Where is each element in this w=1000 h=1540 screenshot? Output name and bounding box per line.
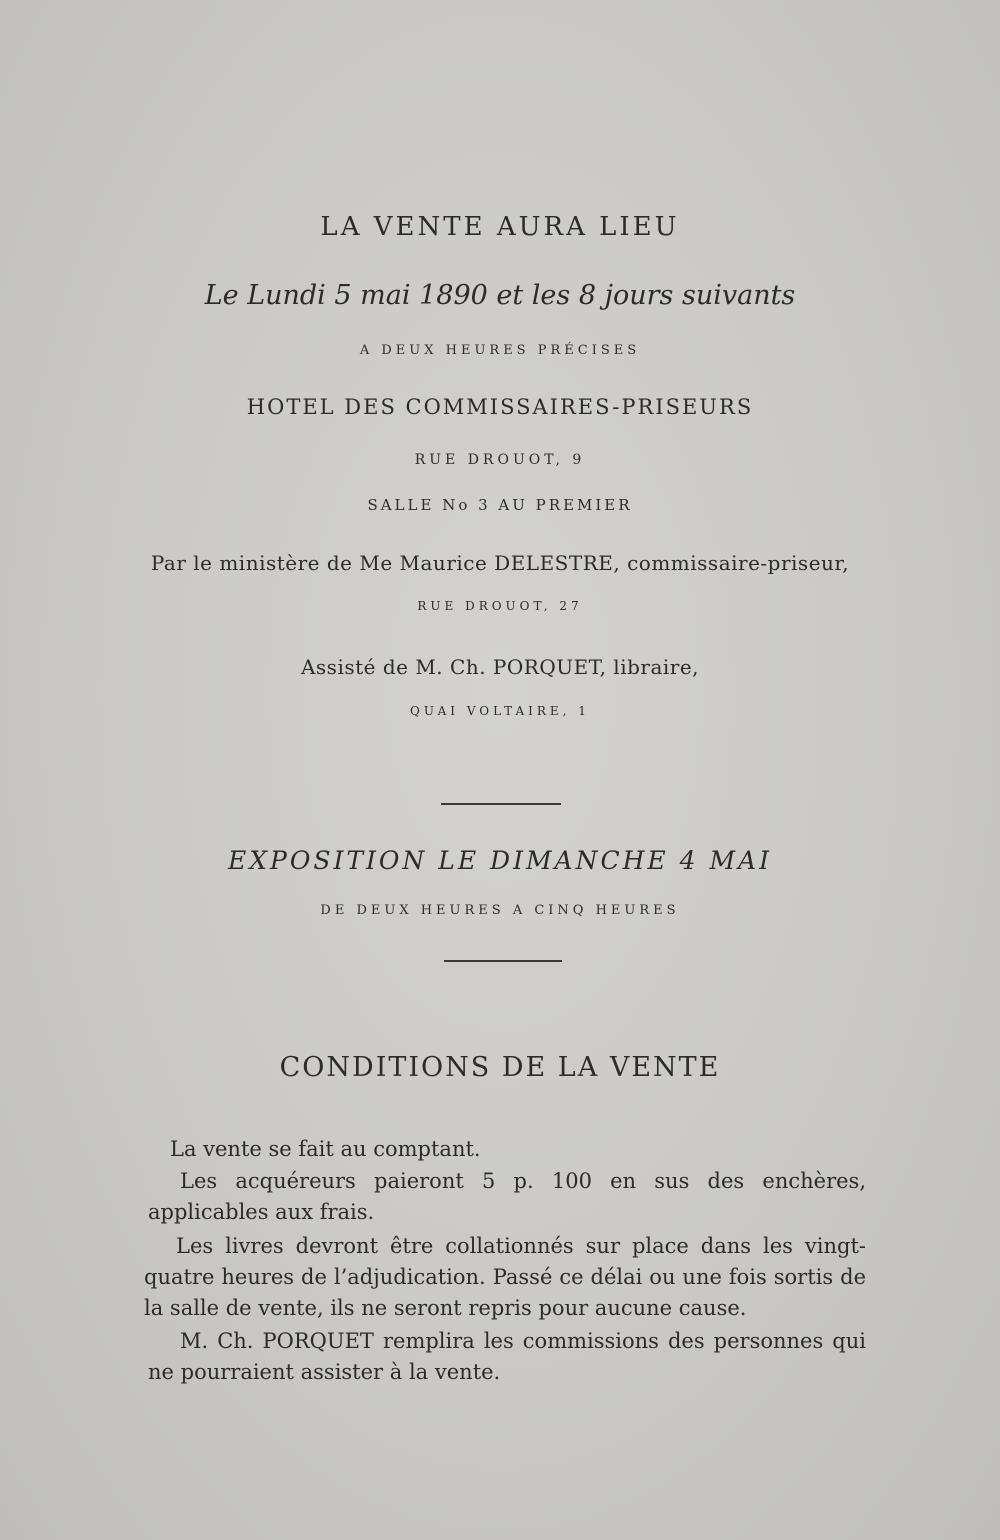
exhibition-title: EXPOSITION LE DIMANCHE 4 MAI <box>228 846 772 875</box>
exhibition-hours: DE DEUX HEURES A CINQ HEURES <box>320 903 680 918</box>
sale-date-line: Le Lundi 5 mai 1890 et les 8 jours suivants <box>204 280 796 311</box>
auctioneer-line: Par le ministère de Me Maurice DELESTRE, commissaire-priseur, <box>150 551 850 575</box>
condition-paragraph-2: Les acquéreurs paieront 5 p. 100 en sus des enchères, applicables aux frais. <box>148 1169 866 1224</box>
condition-paragraph-3: Les livres devront être collationnés sur place dans les vingt-quatre heures de l’adjudication. Passé ce délai ou une fois sortis de la salle de vente, ils ne seront repris pour aucune cause. <box>144 1234 866 1320</box>
sale-title: LA VENTE AURA LIEU <box>320 212 680 242</box>
divider-rule-top <box>441 803 561 805</box>
assistant-line: Assisté de M. Ch. PORQUET, libraire, <box>300 655 700 679</box>
sale-time-line: A DEUX HEURES PRÉCISES <box>359 343 641 358</box>
condition-paragraph-1: La vente se fait au comptant. <box>170 1137 481 1161</box>
auctioneer-address: RUE DROUOT, 27 <box>417 599 583 613</box>
venue-name: HOTEL DES COMMISSAIRES-PRISEURS <box>246 395 754 419</box>
assistant-address: QUAI VOLTAIRE, 1 <box>410 704 590 718</box>
show-through-ghost <box>0 720 1000 810</box>
divider-rule-bottom <box>444 960 562 962</box>
room-line: SALLE No 3 AU PREMIER <box>367 496 633 514</box>
condition-paragraph-4: M. Ch. PORQUET remplira les commissions des personnes qui ne pourraient assister à la vente. <box>148 1329 866 1384</box>
venue-address: RUE DROUOT, 9 <box>414 452 586 468</box>
conditions-heading: CONDITIONS DE LA VENTE <box>279 1052 721 1083</box>
